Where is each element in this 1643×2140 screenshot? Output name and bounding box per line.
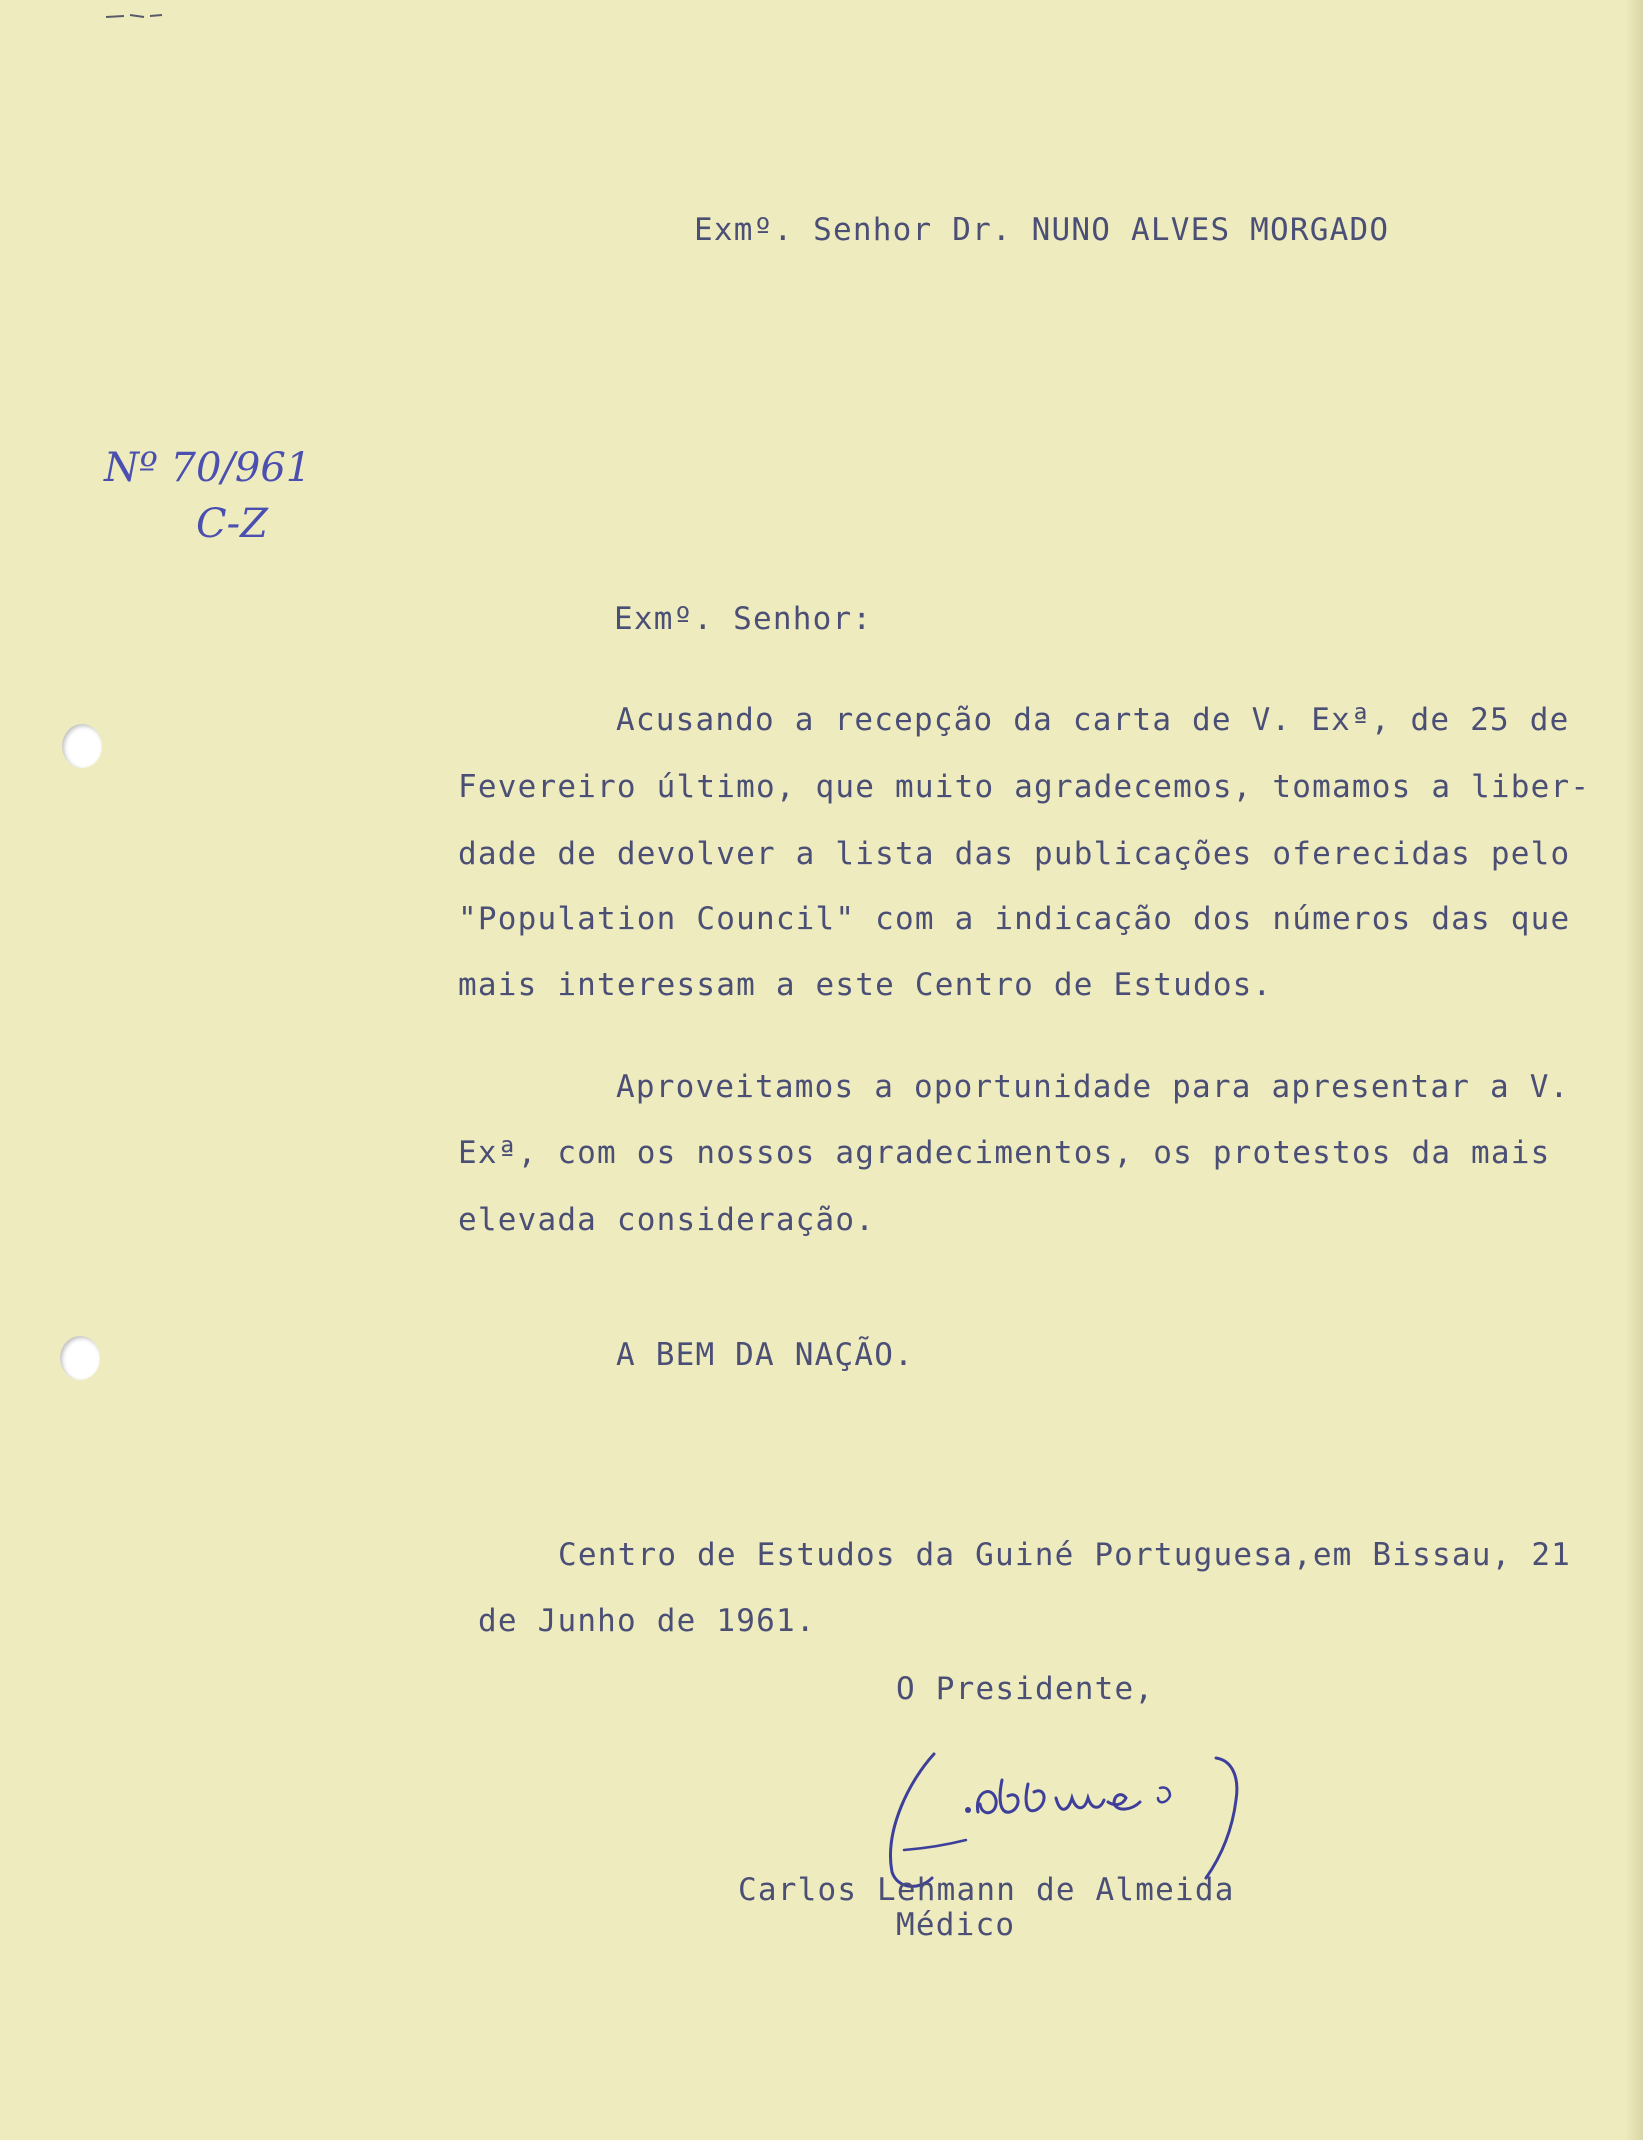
body-line: mais interessam a este Centro de Estudos.	[458, 967, 1273, 1003]
body-line: Aproveitamos a oportunidade para apresentar a V.	[616, 1069, 1570, 1105]
closing: O Presidente,	[896, 1671, 1155, 1707]
signatory-name: Carlos Lehmann de Almeida	[738, 1872, 1235, 1908]
body-line: Fevereiro último, que muito agradecemos, tomamos a liber-	[458, 769, 1591, 805]
file-reference-code: C-Z	[196, 501, 268, 547]
addressee-line: Exmº. Senhor Dr. NUNO ALVES MORGADO	[694, 212, 1390, 248]
body-line: Exª, com os nossos agradecimentos, os protestos da mais	[458, 1135, 1551, 1171]
body-line: elevada consideração.	[458, 1202, 876, 1238]
body-line: "Population Council" com a indicação dos números das que	[458, 901, 1571, 937]
body-line: Acusando a recepção da carta de V. Exª, de 25 de	[616, 702, 1570, 738]
body-line: dade de devolver a lista das publicações oferecidas pelo	[458, 836, 1571, 872]
motto: A BEM DA NAÇÃO.	[616, 1337, 914, 1373]
punch-hole-bottom	[60, 1336, 100, 1380]
salutation: Exmº. Senhor:	[614, 601, 873, 637]
file-reference-number: Nº 70/961	[104, 445, 312, 491]
place-date-line: de Junho de 1961.	[478, 1603, 816, 1639]
signatory-title: Médico	[896, 1907, 1016, 1943]
corner-smudge	[104, 12, 164, 20]
place-date-line: Centro de Estudos da Guiné Portuguesa,em Bissau, 21	[558, 1537, 1572, 1573]
punch-hole-top	[62, 724, 102, 768]
page-edge-shadow	[1625, 0, 1643, 2140]
